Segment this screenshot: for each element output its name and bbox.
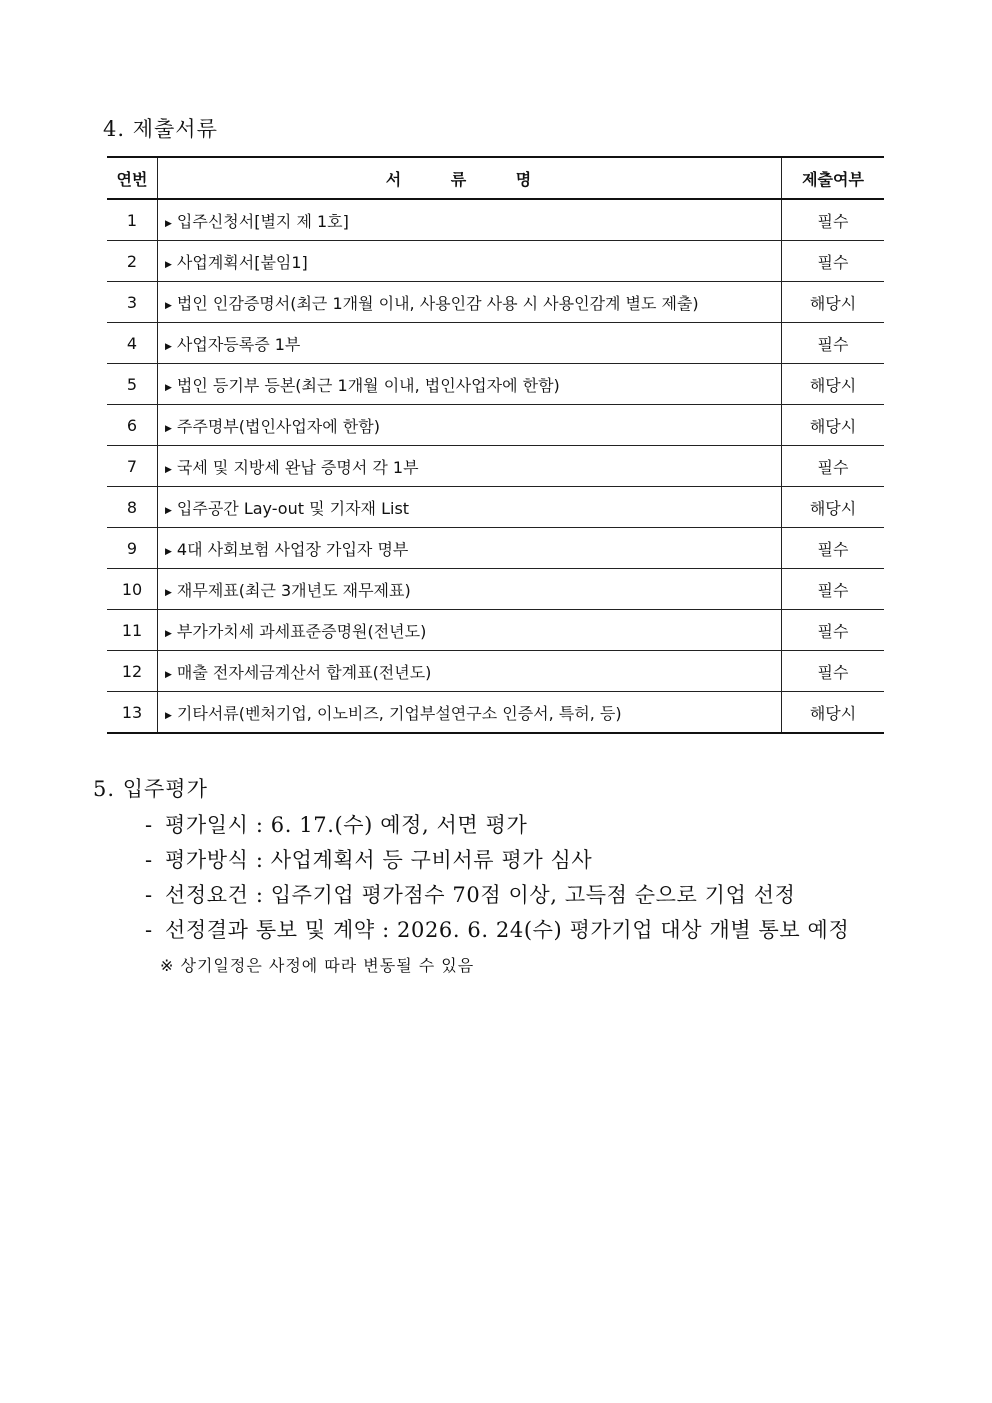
row-number: 10	[107, 569, 158, 610]
triangle-bullet-icon: ▶	[165, 218, 172, 229]
table-row	[107, 446, 884, 487]
required-status: 해당시	[782, 692, 885, 734]
table-row	[107, 569, 884, 610]
table-header-row	[107, 157, 884, 199]
row-number: 4	[107, 323, 158, 364]
document-name-cell	[158, 692, 782, 734]
document-name-cell	[158, 610, 782, 651]
table-row	[107, 364, 884, 405]
required-status: 필수	[782, 528, 885, 569]
evaluation-item: - 선정요건 : 입주기업 평가점수 70점 이상, 고득점 순으로 기업 선정	[145, 883, 796, 907]
document-name: 사업계획서[붙임1]	[176, 252, 308, 272]
document-name-cell	[158, 364, 782, 405]
header-name: 서 류 명	[158, 157, 782, 199]
row-number: 2	[107, 241, 158, 282]
row-number: 8	[107, 487, 158, 528]
row-number: 5	[107, 364, 158, 405]
document-name: 부가가치세 과세표준증명원(전년도)	[176, 621, 427, 641]
row-number: 9	[107, 528, 158, 569]
required-status: 필수	[782, 610, 885, 651]
triangle-bullet-icon: ▶	[165, 423, 172, 434]
section-4-title: 4. 제출서류	[103, 117, 218, 141]
required-status: 필수	[782, 241, 885, 282]
required-status: 필수	[782, 199, 885, 241]
required-status: 해당시	[782, 405, 885, 446]
row-number: 12	[107, 651, 158, 692]
document-name: 법인 등기부 등본(최근 1개월 이내, 법인사업자에 한함)	[176, 375, 560, 395]
row-number: 11	[107, 610, 158, 651]
required-status: 필수	[782, 651, 885, 692]
document-name: 기타서류(벤처기업, 이노비즈, 기업부설연구소 인증서, 특허, 등)	[176, 703, 622, 723]
row-number: 7	[107, 446, 158, 487]
document-name: 국세 및 지방세 완납 증명서 각 1부	[176, 457, 419, 477]
row-number: 6	[107, 405, 158, 446]
document-name: 4대 사회보험 사업장 가입자 명부	[176, 539, 409, 559]
document-name-cell	[158, 199, 782, 241]
required-status: 해당시	[782, 487, 885, 528]
evaluation-item: - 평가일시 : 6. 17.(수) 예정, 서면 평가	[145, 813, 528, 837]
table-row	[107, 241, 884, 282]
documents-table	[107, 156, 884, 734]
triangle-bullet-icon: ▶	[165, 669, 172, 680]
document-name: 재무제표(최근 3개년도 재무제표)	[176, 580, 411, 600]
triangle-bullet-icon: ▶	[165, 341, 172, 352]
triangle-bullet-icon: ▶	[165, 505, 172, 516]
evaluation-item: - 선정결과 통보 및 계약 : 2026. 6. 24(수) 평가기업 대상 개별 통보 예정	[145, 918, 850, 942]
table-row	[107, 487, 884, 528]
required-status: 해당시	[782, 364, 885, 405]
table-row	[107, 528, 884, 569]
table-row	[107, 282, 884, 323]
table-row	[107, 199, 884, 241]
table-row	[107, 651, 884, 692]
triangle-bullet-icon: ▶	[165, 464, 172, 475]
header-no: 연번	[107, 157, 158, 199]
row-number: 3	[107, 282, 158, 323]
triangle-bullet-icon: ▶	[165, 382, 172, 393]
document-name: 매출 전자세금계산서 합계표(전년도)	[176, 662, 432, 682]
document-name: 법인 인감증명서(최근 1개월 이내, 사용인감 사용 시 사용인감계 별도 제출)	[176, 293, 699, 313]
triangle-bullet-icon: ▶	[165, 300, 172, 311]
document-name: 사업자등록증 1부	[176, 334, 301, 354]
triangle-bullet-icon: ▶	[165, 259, 172, 270]
required-status: 필수	[782, 446, 885, 487]
triangle-bullet-icon: ▶	[165, 628, 172, 639]
document-name: 입주신청서[별지 제 1호]	[176, 211, 349, 231]
row-number: 1	[107, 199, 158, 241]
table-row	[107, 692, 884, 734]
required-status: 해당시	[782, 282, 885, 323]
document-name-cell	[158, 446, 782, 487]
section-5-title: 5. 입주평가	[93, 777, 208, 801]
triangle-bullet-icon: ▶	[165, 710, 172, 721]
table-row	[107, 610, 884, 651]
document-name-cell	[158, 528, 782, 569]
row-number: 13	[107, 692, 158, 734]
document-name-cell	[158, 651, 782, 692]
document-name: 입주공간 Lay-out 및 기자재 List	[176, 498, 410, 518]
evaluation-list	[145, 808, 849, 948]
document-name: 주주명부(법인사업자에 한함)	[176, 416, 380, 436]
document-name-cell	[158, 487, 782, 528]
document-name-cell	[158, 241, 782, 282]
table-row	[107, 323, 884, 364]
document-name-cell	[158, 569, 782, 610]
schedule-note: ※ 상기일정은 사정에 따라 변동될 수 있음	[160, 956, 475, 975]
evaluation-item: - 평가방식 : 사업계획서 등 구비서류 평가 심사	[145, 848, 593, 872]
document-name-cell	[158, 282, 782, 323]
triangle-bullet-icon: ▶	[165, 587, 172, 598]
required-status: 필수	[782, 569, 885, 610]
table-row	[107, 405, 884, 446]
triangle-bullet-icon: ▶	[165, 546, 172, 557]
document-name-cell	[158, 323, 782, 364]
document-name-cell	[158, 405, 782, 446]
header-required: 제출여부	[782, 157, 885, 199]
required-status: 필수	[782, 323, 885, 364]
